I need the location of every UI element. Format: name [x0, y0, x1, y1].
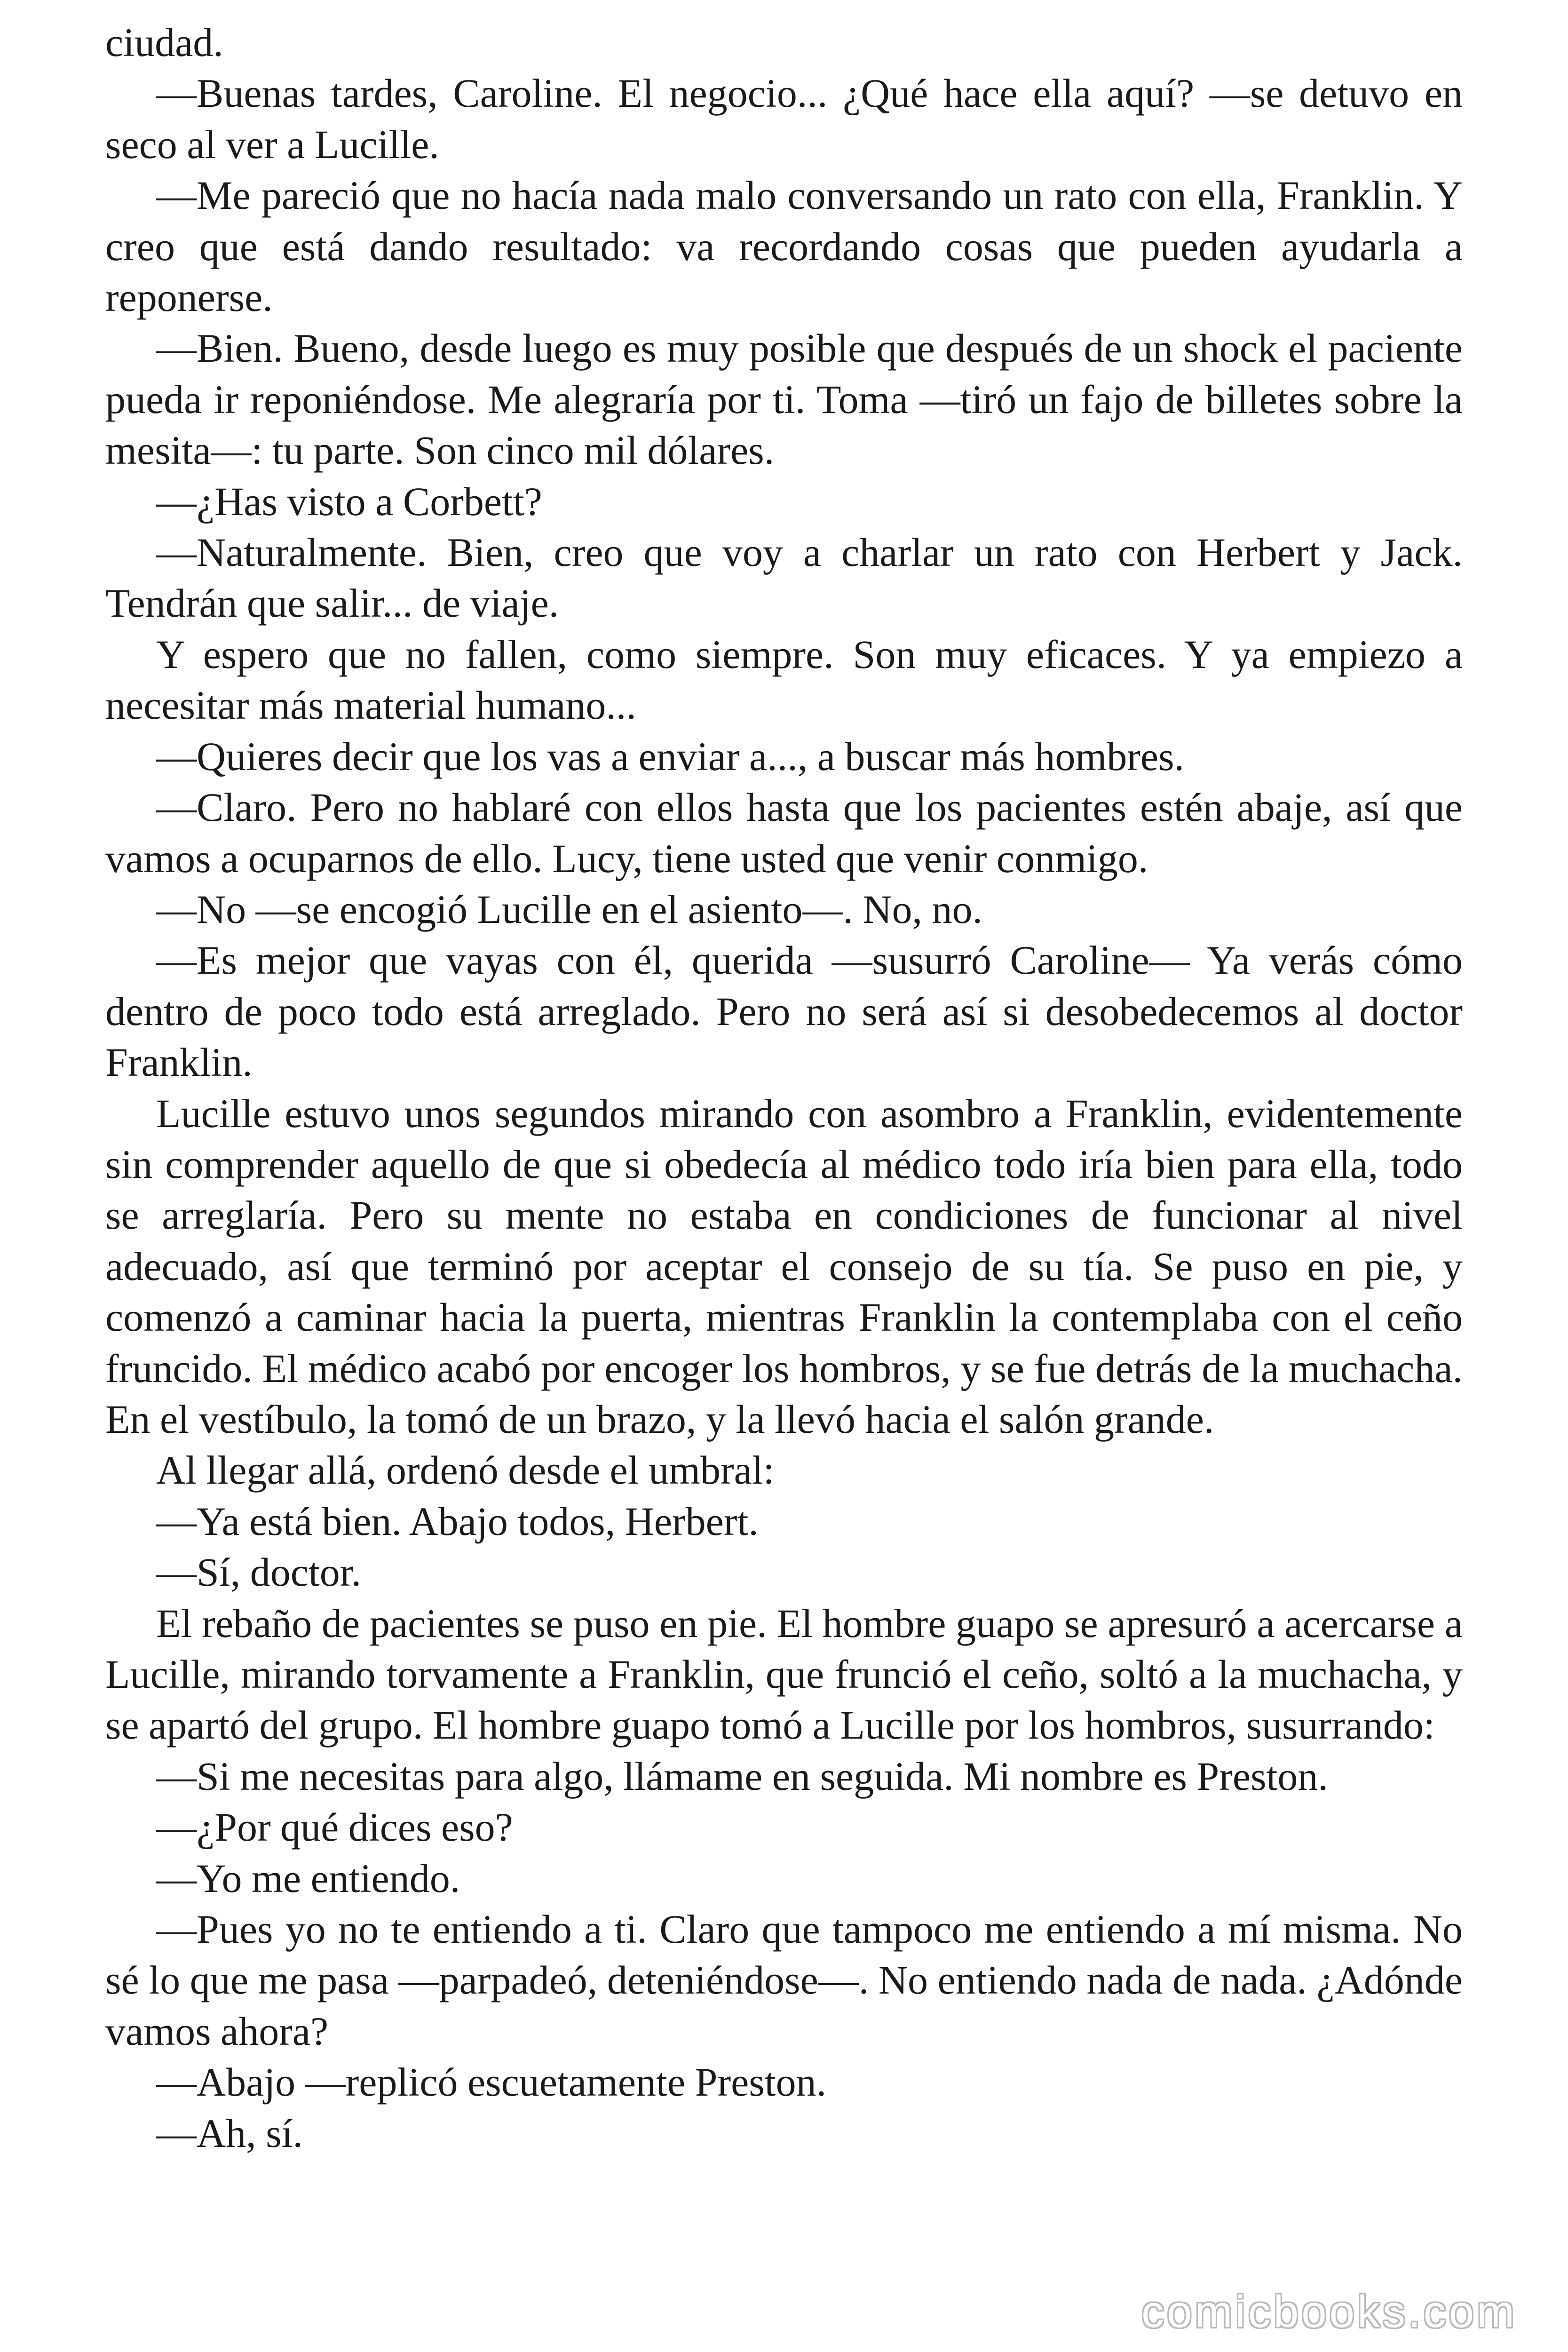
paragraph-9: —Claro. Pero no hablaré con ellos hasta que los pacientes estén abaje, así que vamos a ocuparnos de ello. Lucy, tiene usted que venir conmigo.: [105, 785, 1463, 881]
paragraph-12: Lucille estuvo unos segundos mirando con asombro a Franklin, evidentemente sin comprender aquello de que si obedecía al médico todo iría bien para ella, todo se arreglaría. Pero su mente no estaba en condiciones de funcionar al nivel adecuado, así que terminó por aceptar el consejo de su tía. Se puso en pie, y comenzó a caminar hacia la puerta, mientras Franklin la contemplaba con el ceño fruncido. El médico acabó por encoger los hombros, y se fue detrás de la muchacha. En el vestíbulo, la tomó de un brazo, y la llevó hacia el salón grande.: [105, 1090, 1463, 1442]
paragraph-19: —Yo me entiendo.: [156, 1855, 460, 1901]
paragraph-14: —Ya está bien. Abajo todos, Herbert.: [156, 1498, 759, 1544]
paragraph-5: —¿Has visto a Corbett?: [156, 478, 542, 524]
paragraph-11: —Es mejor que vayas con él, querida —susurró Caroline— Ya verás cómo dentro de poco todo está arreglado. Pero no será así si desobedecemos al doctor Franklin.: [105, 938, 1463, 1085]
paragraph-6: —Naturalmente. Bien, creo que voy a charlar un rato con Herbert y Jack. Tendrán que salir... de viaje.: [105, 530, 1463, 626]
paragraph-13: Al llegar allá, ordenó desde el umbral:: [156, 1447, 775, 1493]
paragraph-8: —Quieres decir que los vas a enviar a..., a buscar más hombres.: [156, 733, 1185, 779]
paragraph-3: —Me pareció que no hacía nada malo conversando un rato con ella, Franklin. Y creo que está dando resultado: va recordando cosas que pueden ayudarla a reponerse.: [105, 173, 1463, 320]
paragraph-17: —Si me necesitas para algo, llámame en seguida. Mi nombre es Preston.: [156, 1753, 1328, 1799]
paragraph-16: El rebaño de pacientes se puso en pie. El hombre guapo se apresuró a acercarse a Lucille, mirando torvamente a Franklin, que frunció el ceño, soltó a la muchacha, y se apartó del grupo. El hombre guapo tomó a Lucille por los hombros, susurrando:: [105, 1600, 1463, 1748]
book-page-body: [105, 17, 1463, 2159]
paragraph-10: —No —se encogió Lucille en el asiento—. No, no.: [156, 886, 982, 932]
paragraph-4: —Bien. Bueno, desde luego es muy posible que después de un shock el paciente pueda ir reponiéndose. Me alegraría por ti. Toma —tiró un fajo de billetes sobre la mesita—: tu parte. Son cinco mil dólares.: [105, 326, 1463, 473]
paragraph-15: —Sí, doctor.: [156, 1549, 362, 1595]
paragraph-1: ciudad.: [105, 20, 223, 65]
paragraph-7: Y espero que no fallen, como siempre. Son muy eficaces. Y ya empiezo a necesitar más material humano...: [105, 631, 1463, 728]
paragraph-22: —Ah, sí.: [156, 2110, 303, 2156]
paragraph-2: —Buenas tardes, Caroline. El negocio... ¿Qué hace ella aquí? —se detuvo en seco al ver a Lucille.: [105, 71, 1463, 167]
paragraph-18: —¿Por qué dices eso?: [156, 1804, 513, 1850]
paragraph-21: —Abajo —replicó escuetamente Preston.: [156, 2059, 827, 2105]
watermark-logo: comicbooks.com: [1141, 2287, 1517, 2337]
paragraph-20: —Pues yo no te entiendo a ti. Claro que tampoco me entiendo a mí misma. No sé lo que me pasa —parpadeó, deteniéndose—. No entiendo nada de nada. ¿Adónde vamos ahora?: [105, 1907, 1463, 2054]
